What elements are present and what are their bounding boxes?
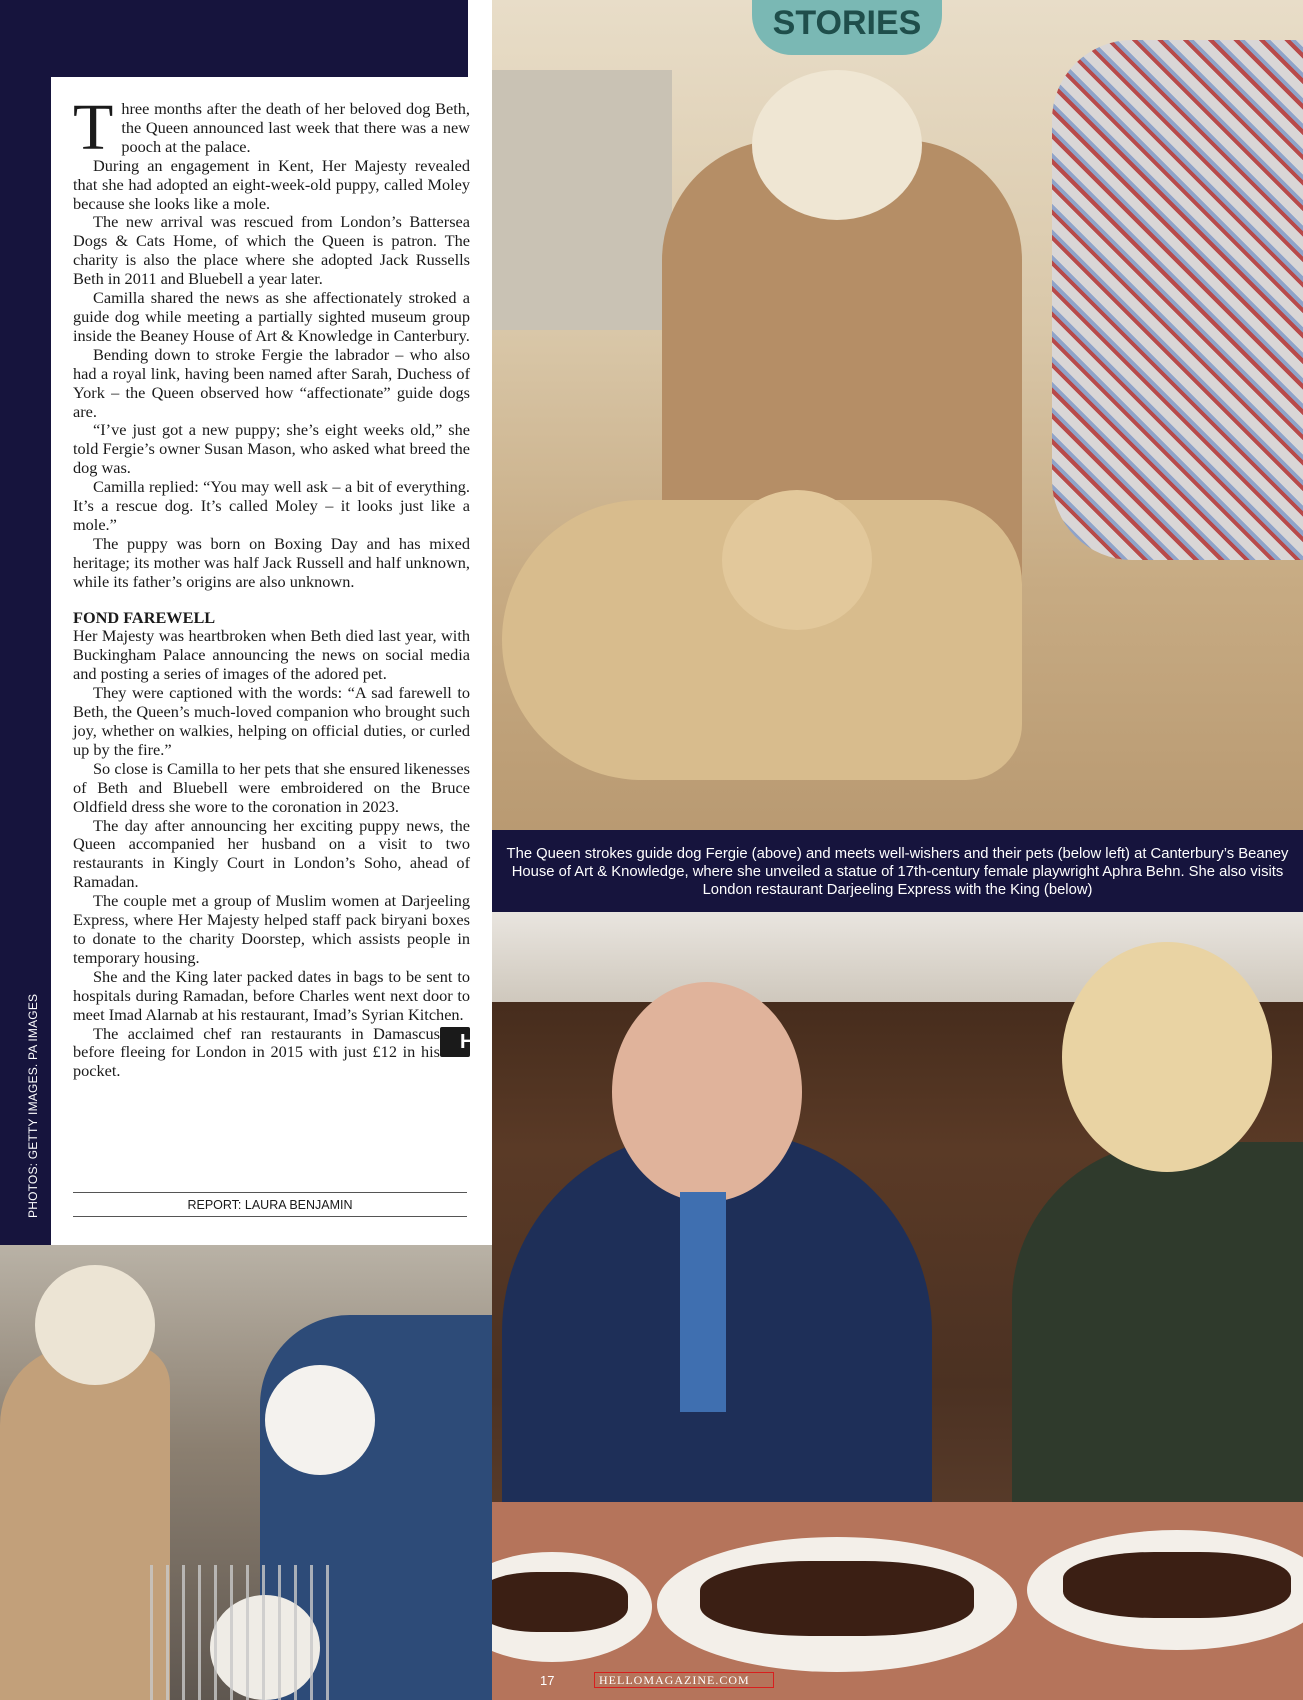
queen-coat xyxy=(0,1345,170,1700)
photo-restaurant xyxy=(492,912,1303,1700)
website-link[interactable]: HELLOMAGAZINE.COM xyxy=(594,1672,774,1688)
stories-sign: STORIES xyxy=(752,0,942,55)
labrador-head xyxy=(722,490,872,630)
plate-of-dates xyxy=(657,1537,1017,1672)
section-subhead: FOND FAREWELL xyxy=(73,607,216,627)
article-paragraph: During an engagement in Kent, Her Majesty revealed that she had adopted an eight-week-old puppy, called Moley because she looks like a mole. xyxy=(73,155,470,213)
article-paragraph: The couple met a group of Muslim women at Darjeeling Express, where Her Majesty helped staff pack biryani boxes to donate to the charity Doorstep, which assists people in temporary housing. xyxy=(73,891,470,967)
article-paragraph: The new arrival was rescued from London’s Battersea Dogs & Cats Home, of which the Queen is patron. The charity is also the place where she adopted Jack Russells Beth in 2011 and Bluebell a year later. xyxy=(73,212,470,289)
article-paragraph: So close is Camilla to her pets that she ensured likenesses of Beth and Bluebell were embroidered on the Bruce Oldfield dress she wore to the coronation in 2023. xyxy=(73,758,470,816)
king-tie xyxy=(680,1192,726,1412)
queen-figure xyxy=(1012,1142,1303,1562)
article-paragraph: H The acclaimed chef ran restaurants in Damascus before fleeing for London in 2015 with just £12 in his pocket. xyxy=(73,1023,475,1081)
article-paragraph: The puppy was born on Boxing Day and has mixed heritage; its mother was half Jack Russell and half unknown, while its father’s origins are also unknown. xyxy=(73,533,470,591)
queen-hair xyxy=(1062,942,1272,1172)
white-dog xyxy=(265,1365,375,1475)
knitted-sleeve xyxy=(1052,40,1303,560)
article-paragraph: They were captioned with the words: “A sad farewell to Beth, the Queen’s much-loved companion who brought such joy, whether on walkies, helping on official duties, or curled up by the fire.” xyxy=(73,683,470,759)
article-paragraph: Camilla replied: “You may well ask – a bit of everything. It’s a rescue dog. It’s called Moley – it looks just like a mole.” xyxy=(73,477,470,534)
report-byline: REPORT: LAURA BENJAMIN xyxy=(73,1192,467,1217)
photo-well-wishers xyxy=(0,1245,492,1700)
photo-caption: The Queen strokes guide dog Fergie (above) and meets well-wishers and their pets (below left) at Canterbury’s Beaney House of Art & Knowledge, where she unveiled a statue of 17th-century female playwright Aphra Behn. She also visits London restaurant Darjeeling Express with the King (below) xyxy=(492,830,1303,912)
article-paragraph: She and the King later packed dates in bags to be sent to hospitals during Ramadan, before Charles went next door to meet Imad Alarnab at his restaurant, Imad’s Syrian Kitchen. xyxy=(73,966,470,1024)
crowd-barrier xyxy=(150,1565,330,1700)
photo-guide-dog xyxy=(492,0,1303,830)
queen-hair xyxy=(752,70,922,220)
drop-cap: T xyxy=(73,91,114,164)
article-body xyxy=(73,91,475,1081)
article-paragraph: Three months after the death of her beloved dog Beth, the Queen announced last week that there was a new pooch at the palace. xyxy=(73,91,470,164)
article-paragraph: “I’ve just got a new puppy; she’s eight weeks old,” she told Fergie’s owner Susan Mason, who asked what breed the dog was. xyxy=(73,420,470,478)
article-paragraph: The day after announcing her exciting puppy news, the Queen accompanied her husband on a visit to two restaurants in Kingly Court in London’s Soho, ahead of Ramadan. xyxy=(73,815,470,892)
background-figure xyxy=(492,70,672,330)
photo-credit: PHOTOS: GETTY IMAGES. PA IMAGES xyxy=(26,993,40,1218)
article-paragraph: Camilla shared the news as she affectionately stroked a guide dog while meeting a partially sighted museum group inside the Beaney House of Art & Knowledge in Canterbury. xyxy=(73,288,470,345)
page-number: 17 xyxy=(540,1673,555,1688)
king-head xyxy=(612,982,802,1202)
article-paragraph: Her Majesty was heartbroken when Beth died last year, with Buckingham Palace announcing the news on social media and posting a series of images of the adored pet. xyxy=(73,626,470,684)
hello-end-badge-icon: H xyxy=(440,1027,470,1057)
queen-hair xyxy=(35,1265,155,1385)
article-paragraph: Bending down to stroke Fergie the labrador – who also had a royal link, having been named after Sarah, Duchess of York – the Queen observed how “affectionate” guide dogs are. xyxy=(73,344,470,421)
